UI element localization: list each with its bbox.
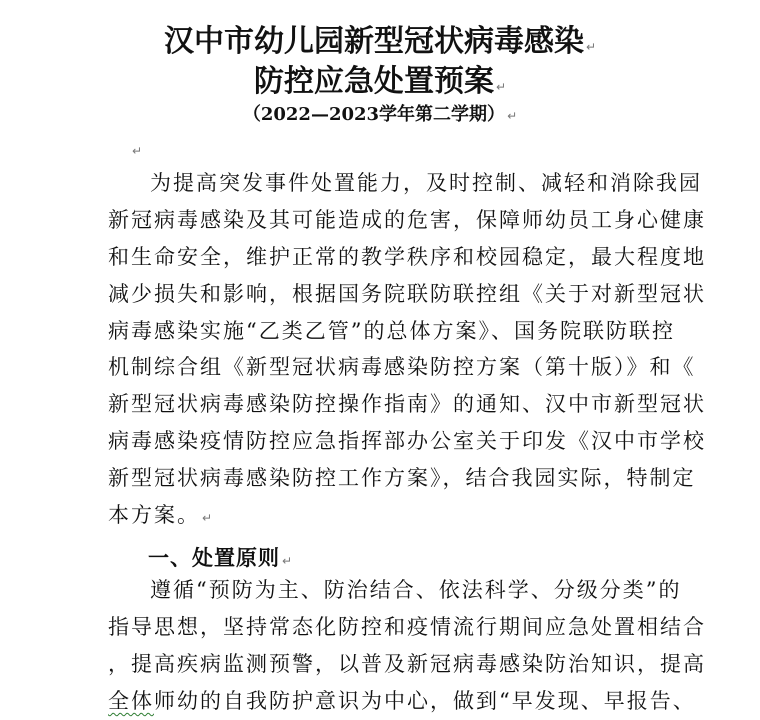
title-line-2-text: 防控应急处置预案 — [253, 64, 494, 99]
intro-line-text: 本方案。 — [108, 503, 200, 527]
intro-line: 和生命安全，维护正常的教学秩序和校园稳定，最大程度地 — [108, 245, 706, 269]
section-1-line-text: 师幼的自我防护意识为中心，做到“早发现、早报告、 — [154, 689, 696, 713]
intro-line-last — [108, 505, 214, 526]
document-subtitle — [0, 100, 760, 126]
paragraph-mark-icon: ↵ — [132, 144, 143, 158]
section-1-heading-text: 一、处置原则 — [148, 545, 280, 570]
intro-line: 机制综合组《新型冠状病毒感染防控方案（第十版）》和《 — [108, 355, 696, 379]
intro-line: 新型冠状病毒感染防控工作方案》，结合我园实际，特制定 — [108, 466, 696, 490]
paragraph-mark-icon: ↵ — [507, 109, 518, 123]
paragraph-mark-icon: ↵ — [282, 554, 294, 568]
paragraph-mark-icon: ↵ — [202, 511, 215, 525]
subtitle-text: （2022—2023学年第二学期） — [242, 104, 506, 125]
document-title-line-1 — [0, 16, 760, 60]
section-1-heading — [148, 542, 293, 572]
title-line-1-text: 汉中市幼儿园新型冠状病毒感染 — [163, 24, 584, 59]
section-1-line: 指导思想，坚持常态化防控和疫情流行期间应急处置相结合 — [108, 615, 706, 639]
section-1-line-last — [108, 691, 696, 712]
intro-line: 为提高突发事件处置能力，及时控制、减轻和消除我园 — [150, 171, 702, 195]
spellcheck-flagged-word[interactable]: 全体 — [108, 689, 154, 713]
intro-line: 新冠病毒感染及其可能造成的危害，保障师幼员工身心健康 — [108, 208, 706, 232]
paragraph-mark-icon: ↵ — [495, 80, 507, 94]
paragraph-mark-icon: ↵ — [585, 40, 597, 54]
intro-line: 病毒感染疫情防控应急指挥部办公室关于印发《汉中市学校 — [108, 429, 706, 453]
intro-line: 病毒感染实施“乙类乙管”的总体方案》、国务院联防联控 — [108, 319, 675, 343]
intro-line: 减少损失和影响，根据国务院联防联控组《关于对新型冠状 — [108, 282, 706, 306]
section-1-line: 遵循“预防为主、防治结合、依法科学、分级分类”的 — [150, 578, 682, 602]
intro-line: 新型冠状病毒感染防控操作指南》的通知、汉中市新型冠状 — [108, 392, 706, 416]
document-title-line-2 — [0, 56, 760, 100]
empty-paragraph — [130, 140, 142, 159]
section-1-line: ，提高疾病监测预警，以普及新冠病毒感染防治知识，提高 — [108, 652, 706, 676]
